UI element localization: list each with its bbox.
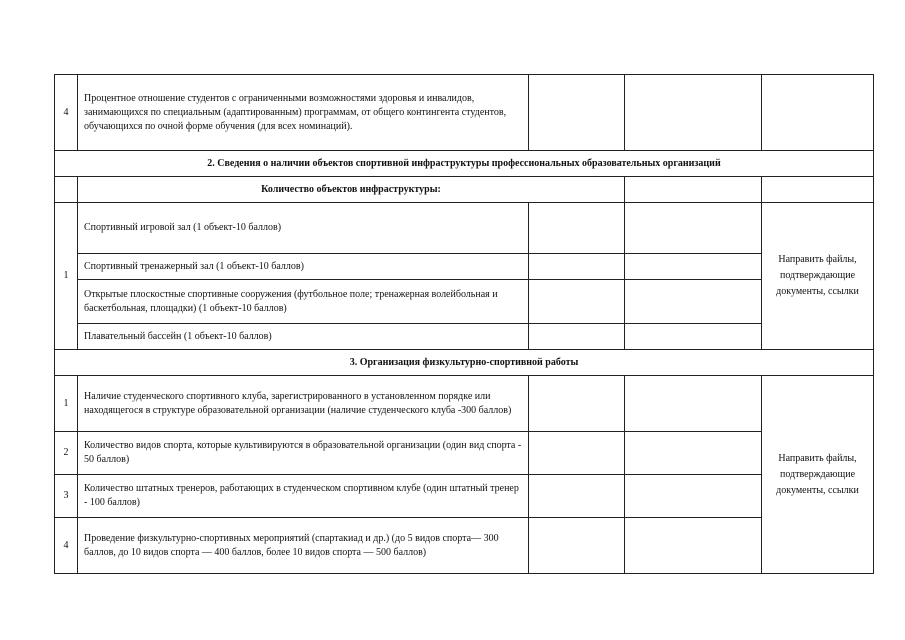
row-text: Плавательный бассейн (1 объект-10 баллов) xyxy=(78,324,529,350)
value-cell xyxy=(529,376,625,432)
section-header-row xyxy=(55,350,874,376)
row-text: Процентное отношение студентов с ограниченными возможностями здоровья и инвалидов, занимающихся по специальным (адаптированным) программам, от общего контингента студентов, обучающихся по очной форме обучения (для всех номинаций). xyxy=(78,75,529,151)
value-cell xyxy=(529,254,625,280)
row-text: Спортивный тренажерный зал (1 объект-10 баллов) xyxy=(78,254,529,280)
section-header-row xyxy=(55,151,874,177)
table-row xyxy=(55,324,874,350)
section-2-note: Направить файлы, подтверждающие документы, ссылки xyxy=(762,203,874,350)
infrastructure-subheader: Количество объектов инфраструктуры: xyxy=(78,177,625,203)
table-row xyxy=(55,432,874,475)
table-row xyxy=(55,518,874,574)
row-text: Наличие студенческого спортивного клуба, зарегистрированного в установленном порядке или находящегося в структуре образовательной организации (наличие студенческого клуба -300 баллов) xyxy=(78,376,529,432)
row-number: 3 xyxy=(55,475,78,518)
row-number: 4 xyxy=(55,75,78,151)
row-text: Проведение физкультурно-спортивных мероприятий (спартакиад и др.) (до 5 видов спорта— 300 баллов, до 10 видов спорта — 400 баллов, более 10 видов спорта — 500 баллов) xyxy=(78,518,529,574)
row-text: Спортивный игровой зал (1 объект-10 баллов) xyxy=(78,203,529,254)
table-row xyxy=(55,475,874,518)
empty-cell xyxy=(762,177,874,203)
value-cell xyxy=(625,203,762,254)
value-cell xyxy=(529,324,625,350)
table-row xyxy=(55,280,874,324)
value-cell xyxy=(529,203,625,254)
value-cell xyxy=(625,324,762,350)
section-3-note: Направить файлы, подтверждающие документы, ссылки xyxy=(762,376,874,574)
row-text: Количество штатных тренеров, работающих в студенческом спортивном клубе (один штатный тренер - 100 баллов) xyxy=(78,475,529,518)
value-cell xyxy=(625,75,762,151)
value-cell xyxy=(625,254,762,280)
section-2-title: 2. Сведения о наличии объектов спортивной инфраструктуры профессиональных образовательных организаций xyxy=(55,151,874,177)
empty-cell xyxy=(625,177,762,203)
subheader-row xyxy=(55,177,874,203)
value-cell xyxy=(529,475,625,518)
value-cell xyxy=(625,518,762,574)
table-row xyxy=(55,75,874,151)
value-cell xyxy=(529,518,625,574)
row-text: Количество видов спорта, которые культивируются в образовательной организации (один вид спорта - 50 баллов) xyxy=(78,432,529,475)
value-cell xyxy=(529,432,625,475)
table-row xyxy=(55,203,874,254)
note-cell xyxy=(762,75,874,151)
table-row xyxy=(55,376,874,432)
value-cell xyxy=(529,75,625,151)
row-number: 2 xyxy=(55,432,78,475)
table-row xyxy=(55,254,874,280)
value-cell xyxy=(625,432,762,475)
row-number: 1 xyxy=(55,203,78,350)
value-cell xyxy=(625,475,762,518)
value-cell xyxy=(529,280,625,324)
value-cell xyxy=(625,376,762,432)
value-cell xyxy=(625,280,762,324)
criteria-table xyxy=(54,74,874,574)
section-3-title: 3. Организация физкультурно-спортивной работы xyxy=(55,350,874,376)
row-text: Открытые плоскостные спортивные сооружения (футбольное поле; тренажерная волейбольная и баскетбольная, площадки) (1 объект-10 баллов) xyxy=(78,280,529,324)
empty-cell xyxy=(55,177,78,203)
row-number: 4 xyxy=(55,518,78,574)
row-number: 1 xyxy=(55,376,78,432)
